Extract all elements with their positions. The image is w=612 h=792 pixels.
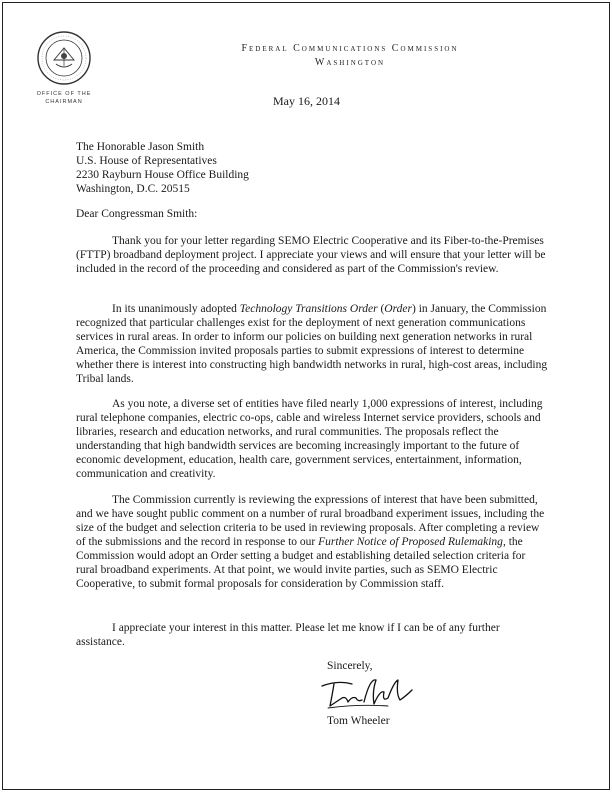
paragraph-5: I appreciate your interest in this matter. Please let me know if I can be of any further assistance.: [76, 622, 500, 648]
paragraph-2-text-a: In its unanimously adopted: [112, 303, 240, 315]
salutation: Dear Congressman Smith:: [76, 208, 198, 220]
letter-date: May 16, 2014: [273, 94, 340, 108]
paragraph-2: [76, 302, 548, 386]
paragraph-4-notice-title: Further Notice of Proposed Rulemaking: [318, 536, 503, 548]
recipient-name: The Honorable Jason Smith: [76, 141, 205, 153]
paragraph-2-order-title: Technology Transitions Order: [239, 303, 378, 315]
recipient-street: 2230 Rayburn House Office Building: [76, 169, 249, 181]
paragraph-4-text-a: The Commission currently is reviewing the expressions of interest that have been submitted, and we have sought public comment on a number of rural broadband experiment issues, including the size of the budget and selection criteria to be used in reviewing proposals. After completing a review of the submissions and the record in response to our: [76, 494, 545, 548]
agency-city: Washington: [314, 57, 386, 68]
office-of-the-chairman: OFFICE OF THE CHAIRMAN: [36, 91, 92, 105]
paragraph-1: Thank you for your letter regarding SEMO Electric Cooperative and its Fiber-to-the-Premises (FTTP) broadband deployment project. I appreciate your views and will ensure that your letter will be included in the record of the proceeding and considered as part of the Commission's review.: [76, 235, 546, 275]
paragraph-2-text-b: (: [377, 303, 385, 315]
agency-name: Federal Communications Commission: [241, 43, 459, 54]
fcc-seal-logo: [36, 30, 92, 86]
paragraph-2-order-short: Order: [384, 303, 412, 315]
handwritten-signature: [318, 672, 418, 712]
paragraph-4: [76, 493, 548, 591]
letterhead: [170, 42, 530, 70]
closing: Sincerely,: [327, 660, 373, 672]
signer-name: Tom Wheeler: [327, 715, 390, 727]
paragraph-2-text-c: ) in January, the Commission recognized that particular challenges exist for the deployment of next generation communications services in rural areas. In order to inform our policies on building next generation networks in rural America, the Commission invited proposals parties to submit expressions of interest to determine whether there is interest into constructing high bandwidth networks in rural, high-cost areas, including Tribal lands.: [76, 303, 548, 385]
recipient-address: [76, 140, 249, 196]
page-border: [2, 2, 610, 790]
paragraph-4-text-b: , the Commission would adopt an Order setting a budget and establishing detailed selection criteria for rural broadband experiments. At that point, we would invite parties, such as SEMO Electric Cooperative, to submit formal proposals for consideration by Commission staff.: [76, 536, 526, 590]
paragraph-3: As you note, a diverse set of entities have filed nearly 1,000 expressions of interest, including rural telephone companies, electric co-ops, cable and wireless Internet service providers, schools and libraries, research and education networks, and rural communities. The proposals reflect the understanding that high bandwidth services are becoming increasingly important to the future of economic development, education, health care, government services, entertainment, information, communication and creativity.: [76, 398, 543, 480]
recipient-body: U.S. House of Representatives: [76, 155, 217, 167]
recipient-city: Washington, D.C. 20515: [76, 183, 190, 195]
